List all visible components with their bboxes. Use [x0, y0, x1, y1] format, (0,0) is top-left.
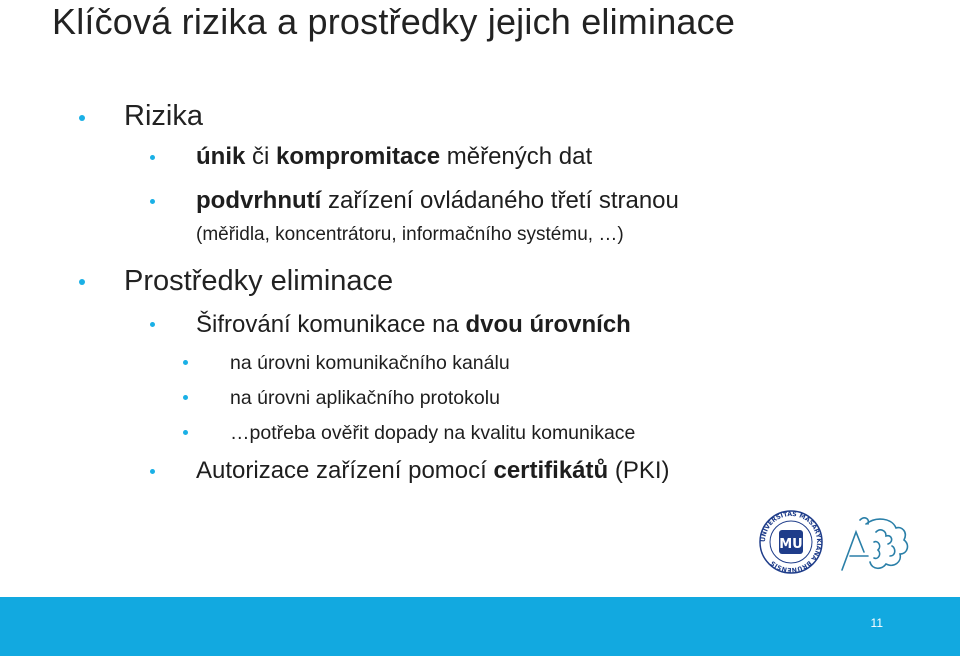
slide-title: Klíčová rizika a prostředky jejich eliminace: [52, 1, 736, 42]
sub-list-item: …potřeba ověřit dopady na kvalitu komunikace: [230, 422, 636, 444]
bullet: [79, 115, 85, 121]
section-heading-rizika: Rizika: [124, 100, 203, 132]
sub-list-item: na úrovni komunikačního kanálu: [230, 352, 510, 374]
bullet: [183, 395, 188, 400]
text: měřených dat: [440, 143, 593, 170]
logo-mark: MU: [779, 537, 803, 552]
text: Šifrování komunikace na: [196, 311, 466, 338]
bullet: [150, 155, 155, 160]
list-item: [196, 143, 592, 171]
list-item: [196, 457, 670, 485]
text: zařízení ovládaného třetí stranou: [321, 187, 679, 214]
bullet: [183, 430, 188, 435]
bullet: [150, 322, 155, 327]
footer-bar: [0, 597, 960, 656]
list-item: [196, 311, 631, 339]
text: Autorizace zařízení pomocí: [196, 457, 494, 484]
list-item: [196, 187, 679, 215]
sub-list-item: na úrovni aplikačního protokolu: [230, 387, 500, 409]
list-item-note: (měřidla, koncentrátoru, informačního systému, …): [196, 224, 624, 245]
bold-text: certifikátů: [493, 457, 609, 484]
bullet: [79, 279, 85, 285]
bullet: [183, 360, 188, 365]
bold-text: podvrhnutí: [196, 187, 322, 214]
cvut-lion-logo: [836, 512, 914, 574]
logo-ring-text: UNIVERSITAS MASARYKIANA BRUNENSIS: [759, 510, 823, 574]
page-number: 11: [870, 616, 883, 630]
bold-text: dvou úrovních: [465, 311, 631, 338]
bold-text: kompromitace: [276, 143, 441, 170]
text: (PKI): [608, 457, 670, 484]
text: či: [245, 143, 277, 170]
bold-text: únik: [196, 143, 246, 170]
bullet: [150, 469, 155, 474]
masaryk-university-logo: [757, 508, 825, 576]
section-heading-prostredky: Prostředky eliminace: [124, 265, 394, 297]
bullet: [150, 199, 155, 204]
